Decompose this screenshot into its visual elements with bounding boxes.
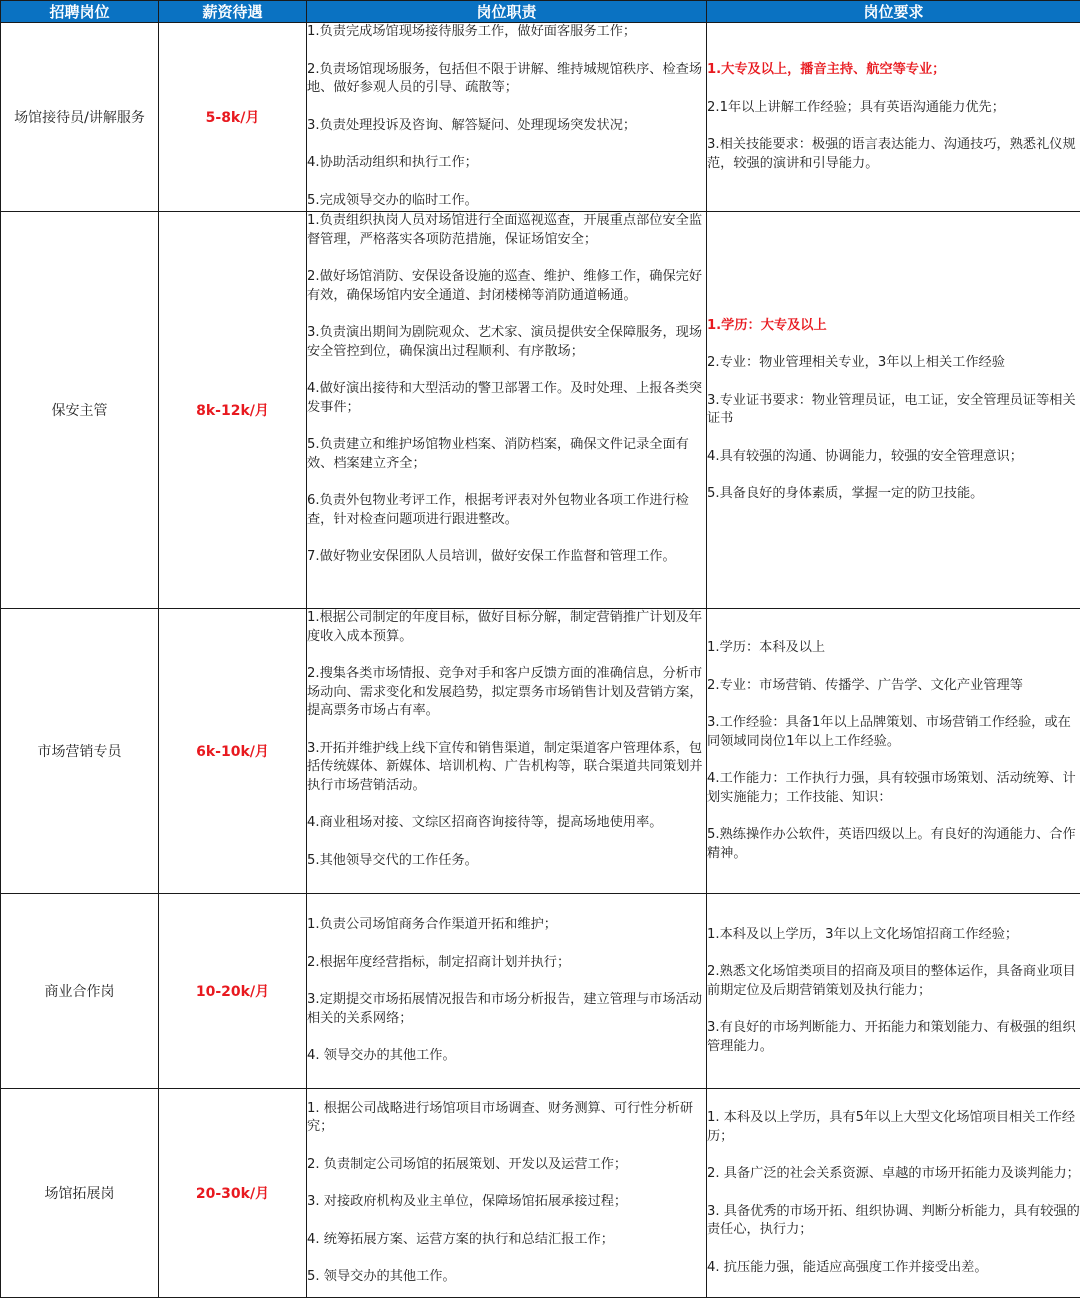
duty-item: 3.负责处理投诉及咨询、解答疑问、处理现场突发状况； [307, 117, 706, 136]
salary-cell: 10-20k/月 [159, 894, 307, 1089]
requirement-item: 1.本科及以上学历，3年以上文化场馆招商工作经验； [707, 926, 1080, 945]
duty-item: 5. 领导交办的其他工作。 [307, 1268, 706, 1287]
duty-item: 2.做好场馆消防、安保设备设施的巡查、维护、维修工作，确保完好有效，确保场馆内安全通道、封闭楼梯等消防通道畅通。 [307, 268, 706, 305]
duty-item: 1.负责公司场馆商务合作渠道开拓和维护； [307, 916, 706, 935]
duty-item: 1. 根据公司战略进行场馆项目市场调查、财务测算、可行性分析研究； [307, 1100, 706, 1137]
duty-item: 1.根据公司制定的年度目标，做好目标分解，制定营销推广计划及年度收入成本预算。 [307, 609, 706, 646]
requirement-item: 3.有良好的市场判断能力、开拓能力和策划能力、有极强的组织管理能力。 [707, 1019, 1080, 1056]
duty-item: 7.做好物业安保团队人员培训，做好安保工作监督和管理工作。 [307, 548, 706, 567]
duties-cell [307, 23, 707, 212]
position-cell: 市场营销专员 [1, 609, 159, 894]
duty-item: 2.搜集各类市场情报、竞争对手和客户反馈方面的准确信息，分析市场动向、需求变化和发展趋势，拟定票务市场销售计划及营销方案，提高票务市场占有率。 [307, 665, 706, 721]
duty-item: 3.负责演出期间为剧院观众、艺术家、演员提供安全保障服务，现场安全管控到位，确保演出过程顺利、有序散场； [307, 324, 706, 361]
duties-cell [307, 609, 707, 894]
duty-item: 5.负责建立和维护场馆物业档案、消防档案，确保文件记录全面有效、档案建立齐全； [307, 436, 706, 473]
duty-item: 4.做好演出接待和大型活动的警卫部署工作。及时处理、上报各类突发事件； [307, 380, 706, 417]
requirement-item: 2.熟悉文化场馆类项目的招商及项目的整体运作，具备商业项目前期定位及后期营销策划及执行能力； [707, 963, 1080, 1000]
requirement-item: 1.学历：本科及以上 [707, 639, 1080, 658]
duty-item: 3.定期提交市场拓展情况报告和市场分析报告，建立管理与市场活动相关的关系网络； [307, 991, 706, 1028]
duties-cell [307, 894, 707, 1089]
table-row [1, 212, 1080, 609]
requirements-cell [707, 212, 1080, 609]
salary-cell: 20-30k/月 [159, 1089, 307, 1298]
requirement-item: 4.工作能力：工作执行力强，具有较强市场策划、活动统筹、计划实施能力；工作技能、知识： [707, 770, 1080, 807]
duty-item: 1.负责完成场馆现场接待服务工作，做好面客服务工作； [307, 23, 706, 42]
header-requirements: 岗位要求 [707, 1, 1080, 23]
requirements-cell [707, 609, 1080, 894]
duty-item: 3.开拓并维护线上线下宣传和销售渠道，制定渠道客户管理体系，包括传统媒体、新媒体、培训机构、广告机构等，联合渠道共同策划并执行市场营销活动。 [307, 740, 706, 796]
requirement-item: 3.工作经验：具备1年以上品牌策划、市场营销工作经验，或在同领域同岗位1年以上工作经验。 [707, 714, 1080, 751]
duty-item: 1.负责组织执岗人员对场馆进行全面巡视巡查，开展重点部位安全监督管理，严格落实各项防范措施，保证场馆安全； [307, 212, 706, 249]
requirements-cell [707, 23, 1080, 212]
requirement-item: 5.熟练操作办公软件，英语四级以上。有良好的沟通能力、合作精神。 [707, 826, 1080, 863]
position-cell: 场馆拓展岗 [1, 1089, 159, 1298]
salary-cell: 5-8k/月 [159, 23, 307, 212]
duties-cell [307, 1089, 707, 1298]
duty-item: 2. 负责制定公司场馆的拓展策划、开发以及运营工作； [307, 1156, 706, 1175]
requirement-item: 4.具有较强的沟通、协调能力，较强的安全管理意识； [707, 448, 1080, 467]
position-cell: 商业合作岗 [1, 894, 159, 1089]
duty-item: 3. 对接政府机构及业主单位，保障场馆拓展承接过程； [307, 1193, 706, 1212]
table-row [1, 894, 1080, 1089]
header-duties: 岗位职责 [307, 1, 707, 23]
header-salary: 薪资待遇 [159, 1, 307, 23]
requirement-item: 3. 具备优秀的市场开拓、组织协调、判断分析能力，具有较强的责任心，执行力； [707, 1203, 1080, 1240]
table-row [1, 23, 1080, 212]
requirement-item: 3.相关技能要求：极强的语言表达能力、沟通技巧，熟悉礼仪规范，较强的演讲和引导能力。 [707, 136, 1080, 173]
requirement-item: 2. 具备广泛的社会关系资源、卓越的市场开拓能力及谈判能力； [707, 1165, 1080, 1184]
requirement-item: 1. 本科及以上学历，具有5年以上大型文化场馆项目相关工作经历； [707, 1109, 1080, 1146]
requirement-item: 4. 抗压能力强，能适应高强度工作并接受出差。 [707, 1259, 1080, 1278]
table-row [1, 1089, 1080, 1298]
duty-item: 4. 统筹拓展方案、运营方案的执行和总结汇报工作； [307, 1231, 706, 1250]
requirement-item: 5.具备良好的身体素质，掌握一定的防卫技能。 [707, 485, 1080, 504]
duty-item: 2.负责场馆现场服务，包括但不限于讲解、维持城规馆秩序、检查场地、做好参观人员的引导、疏散等； [307, 61, 706, 98]
duty-item: 5.其他领导交代的工作任务。 [307, 852, 706, 871]
table-header-row [1, 1, 1080, 23]
duty-item: 6.负责外包物业考评工作，根据考评表对外包物业各项工作进行检查，针对检查问题项进行跟进整改。 [307, 492, 706, 529]
duty-item: 5.完成领导交办的临时工作。 [307, 192, 706, 211]
duty-item: 4.商业租场对接、文综区招商咨询接待等，提高场地使用率。 [307, 814, 706, 833]
requirements-cell [707, 894, 1080, 1089]
duty-item: 4. 领导交办的其他工作。 [307, 1047, 706, 1066]
requirement-item-highlighted: 1.学历：大专及以上 [707, 317, 1080, 336]
duties-cell [307, 212, 707, 609]
duty-item: 2.根据年度经营指标，制定招商计划并执行； [307, 954, 706, 973]
salary-cell: 6k-10k/月 [159, 609, 307, 894]
requirements-cell [707, 1089, 1080, 1298]
table-row [1, 609, 1080, 894]
salary-cell: 8k-12k/月 [159, 212, 307, 609]
requirement-item-highlighted: 1.大专及以上，播音主持、航空等专业； [707, 61, 1080, 80]
requirement-item: 2.专业：市场营销、传播学、广告学、文化产业管理等 [707, 677, 1080, 696]
requirement-item: 2.专业：物业管理相关专业，3年以上相关工作经验 [707, 354, 1080, 373]
position-cell: 保安主管 [1, 212, 159, 609]
duty-item: 4.协助活动组织和执行工作； [307, 154, 706, 173]
position-cell: 场馆接待员/讲解服务 [1, 23, 159, 212]
requirement-item: 2.1年以上讲解工作经验；具有英语沟通能力优先； [707, 99, 1080, 118]
requirement-item: 3.专业证书要求：物业管理员证，电工证，安全管理员证等相关证书 [707, 392, 1080, 429]
header-position: 招聘岗位 [1, 1, 159, 23]
